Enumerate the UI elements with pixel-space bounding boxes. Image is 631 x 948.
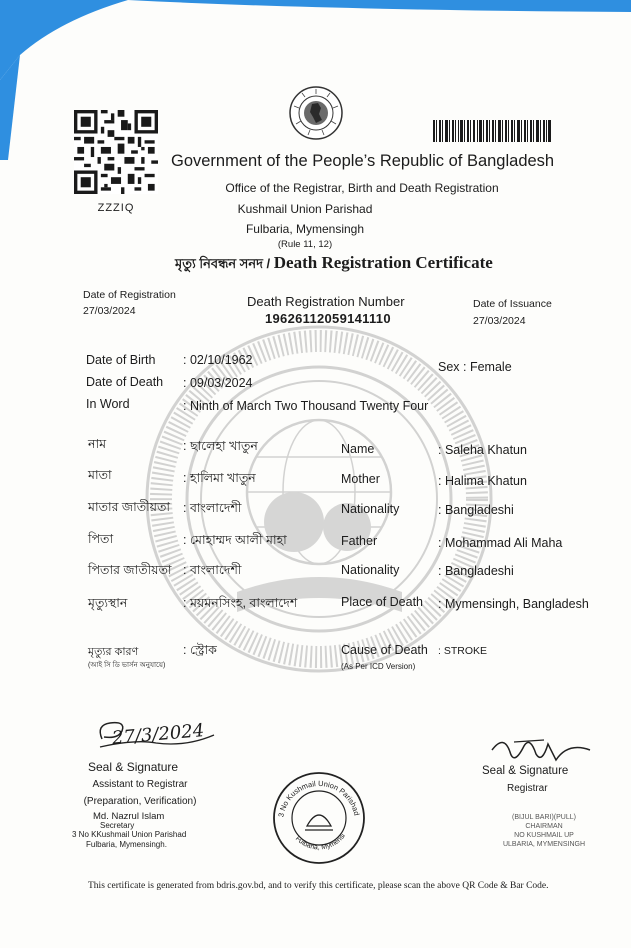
en-value: Mymensingh, Bangladesh: [444, 597, 589, 611]
left-role: Assistant to Registrar: [92, 779, 188, 790]
union-name: Kushmail Union Parishad: [237, 202, 373, 216]
cause-en-label: Cause of Death: [341, 643, 428, 657]
union-seal-text: [271, 770, 367, 866]
en-label: Mother: [341, 472, 380, 486]
en-label: Nationality: [341, 502, 400, 516]
left-role-detail: (Preparation, Verification): [83, 796, 197, 807]
in-word-value: Ninth of March Two Thousand Twenty Four: [189, 399, 429, 413]
bn-value: ছালেহা খাতুন: [189, 439, 258, 453]
bn-value: বাংলাদেশী: [189, 501, 242, 515]
footer-note: This certificate is generated from bdris.gov.bd, and to verify this certificate, please scan the above QR Code & Bar Code.: [88, 881, 549, 891]
bn-value: বাংলাদেশী: [189, 563, 242, 577]
barcode-icon: [433, 120, 551, 142]
date-of-death-value: 09/03/2024: [189, 376, 253, 390]
date-of-issuance-value: 27/03/2024: [473, 315, 526, 327]
stamp-office: 3 No KKushmail Union Parishad: [72, 830, 187, 839]
en-value: Saleha Khatun: [444, 443, 527, 457]
date-of-registration-value: 27/03/2024: [83, 305, 136, 317]
bn-label: মাতা: [88, 468, 112, 482]
en-label: Name: [341, 442, 375, 456]
certificate-title-bn: মৃত্যু নিবন্ধন সনদ /: [175, 256, 274, 271]
certificate-title-en: Death Registration Certificate: [273, 253, 493, 272]
qr-code-icon: [73, 110, 159, 194]
date-of-death-label: Date of Death: [86, 375, 164, 389]
left-signature-date: 27/3/2024: [111, 720, 206, 749]
cause-bn-note: (আই সি ডি ভার্সন অনুযায়ে): [88, 662, 166, 669]
cause-bn-value: স্ট্রোক: [189, 643, 217, 657]
right-stamp-line2: CHAIRMAN: [525, 823, 563, 830]
qr-caption: ZZZIQ: [97, 202, 135, 214]
en-value: Bangladeshi: [444, 503, 514, 517]
bn-label: পিতা: [88, 532, 114, 546]
bn-value: হালিমা খাতুন: [189, 471, 256, 485]
bn-label: নাম: [88, 437, 107, 451]
certificate-title: [175, 253, 493, 276]
en-value: Bangladeshi: [444, 564, 514, 578]
government-emblem-icon: [288, 84, 344, 142]
en-label: Place of Death: [341, 595, 423, 609]
seal-ring-text: 3 No Kushmail Union Parishad: [276, 778, 362, 818]
certificate-page: ZZZIQ Government of the People’s Republic of Bangladesh Office of the Registrar, Birth and Death Registration Kushmail Union Parishad Fulbaria, Mymensingh (Rule 11, 12) মৃত্যু নিবন্ধন সনদ / Death Registration Certificate Date of Registration 27/03/2024 Death Registration Number 19626112059141110 Date of Issuance 27/03/2024 Date of Birth : 02/10/1962 Date of Death : 09/03/2024 In Word : Ninth of March Two Thousand Twenty Four Sex : Female নাম : ছালেহা খাতুন Name : Saleha Khatun মাতা : হালিমা খাতুন Mother : Halima Khatun মাতার জাতীয়তা : বাংলাদেশী Nationality : Bangladeshi পিতা : মোহাম্মদ আলী মাহা Father : Mohammad Ali Maha পিতার জাতীয়তা : বাংলাদেশী Nationality : Bangladeshi মৃত্যুস্থান : ময়মনসিংহ, বাংলাদেশ Place of Death : Mymensingh, Bangladesh মৃত্যুর কারণ (আই সি ডি ভার্সন অনুযায়ে) : স্ট্রোক Cause of Death (As Per ICD Version) : STROKE 27/3/2024 Seal & Signature Assistant to Registrar (Preparation, Verification) Md. Nazrul Islam Secretary 3 No KKushmail Union Parishad Fulbaria, Mymensingh. 3 No Kushmail Union Parishad Fulbaria, Mymensi Seal & Signature Registrar (BIJUL BARI)(PULL) CHAIRMAN NO KUSHMAIL UP ULBARIA, MYMENSINGH This certificate is generated from bdris.gov.bd, and to verify this certificate, please scan the above QR Code & Bar Code.: [0, 0, 631, 948]
right-stamp-line1: (BIJUL BARI)(PULL): [512, 814, 576, 821]
stamp-location: Fulbaria, Mymensingh.: [86, 840, 167, 849]
cause-bn-label: মৃত্যুর কারণ: [88, 646, 139, 658]
right-stamp-line3: NO KUSHMAIL UP: [514, 832, 574, 839]
sex-label: Sex: [438, 360, 460, 374]
cause-en-note: (As Per ICD Version): [341, 662, 416, 671]
right-seal-label: Seal & Signature: [482, 765, 569, 777]
date-of-birth-label: Date of Birth: [86, 353, 156, 367]
bn-label: মৃত্যুস্থান: [88, 596, 128, 610]
in-word-label: In Word: [86, 397, 130, 411]
left-seal-label: Seal & Signature: [88, 760, 179, 774]
date-of-registration-label: Date of Registration: [83, 289, 176, 301]
sex-value: Female: [469, 360, 512, 374]
en-value: Mohammad Ali Maha: [444, 536, 563, 550]
bn-value: ময়মনসিংহ, বাংলাদেশ: [189, 596, 298, 610]
office-title: Office of the Registrar, Birth and Death Registration: [225, 181, 499, 195]
stamp-title: Secretary: [100, 821, 135, 830]
registration-number: 19626112059141110: [265, 311, 391, 326]
bn-label: পিতার জাতীয়তা: [88, 563, 172, 577]
en-label: Nationality: [341, 563, 400, 577]
rule-note: (Rule 11, 12): [277, 239, 333, 250]
location-name: Fulbaria, Mymensingh: [245, 222, 365, 236]
government-title: Government of the People’s Republic of Bangladesh: [171, 152, 555, 170]
date-of-birth-value: 02/10/1962: [189, 353, 253, 367]
seal-bottom-text: Fulbaria, Mymensi: [293, 832, 347, 852]
stamp-name: Md. Nazrul Islam: [93, 811, 165, 822]
bn-value: মোহাম্মদ আলী মাহা: [189, 533, 287, 547]
bn-label: মাতার জাতীয়তা: [88, 500, 171, 514]
en-value: Halima Khatun: [444, 474, 527, 488]
svg-text:3 No Kushmail Union Parishad: [276, 779, 361, 818]
cause-en-value: STROKE: [443, 645, 488, 657]
registration-number-label: Death Registration Number: [247, 294, 405, 309]
date-of-issuance-label: Date of Issuance: [473, 298, 552, 310]
right-role: Registrar: [507, 783, 548, 794]
en-label: Father: [341, 534, 378, 548]
right-stamp-line4: ULBARIA, MYMENSINGH: [502, 841, 586, 848]
